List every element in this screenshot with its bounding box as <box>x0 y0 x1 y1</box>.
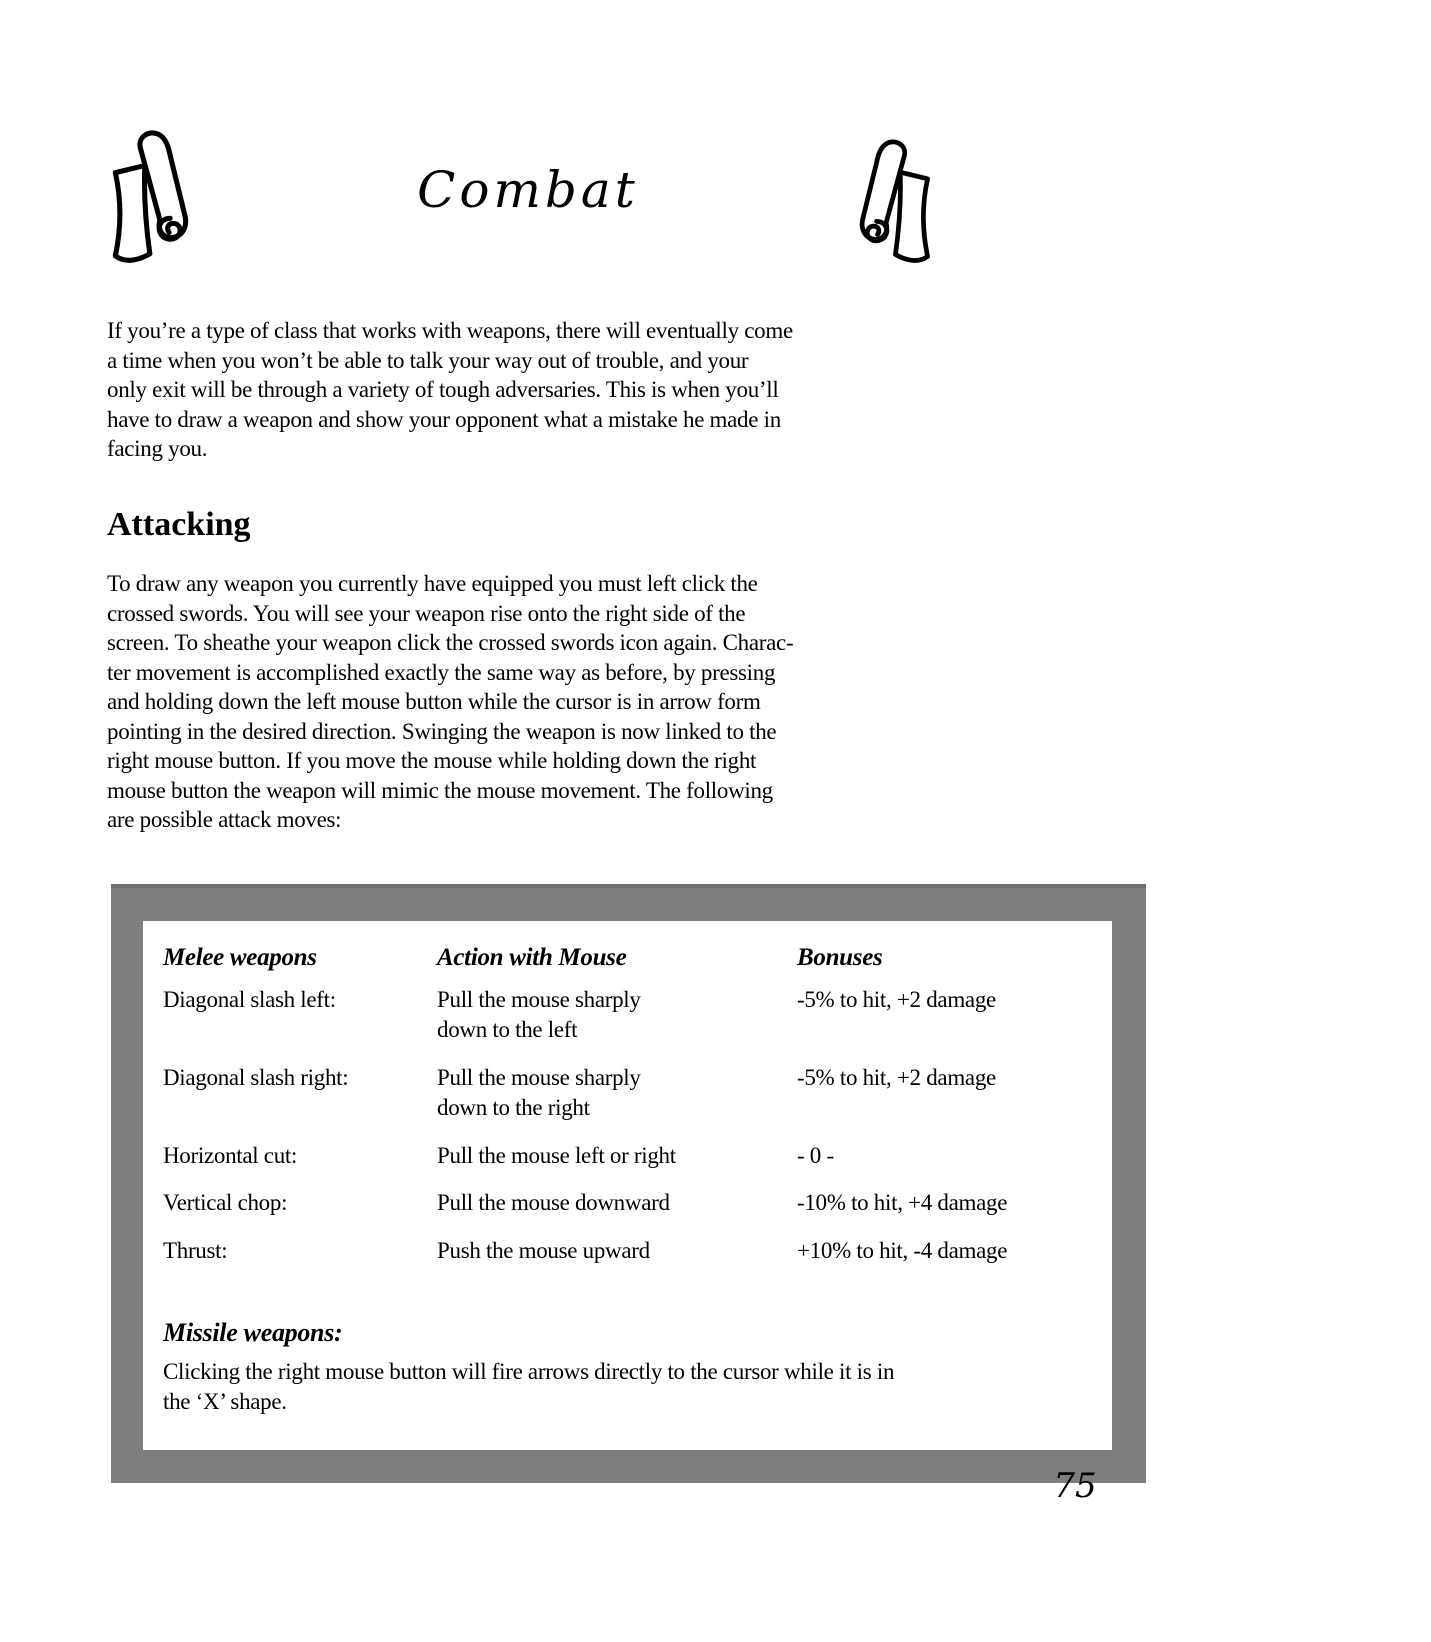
header-bonuses: Bonuses <box>797 944 883 971</box>
bonus-value: -5% to hit, +2 damage <box>797 987 996 1012</box>
table-row <box>163 985 1112 1045</box>
mouse-action <box>437 1188 797 1218</box>
text-line: Pull the mouse downward <box>437 1190 670 1215</box>
mouse-action <box>437 1141 797 1171</box>
text-line: Pull the mouse left or right <box>437 1143 676 1168</box>
combat-table-frame <box>111 884 1146 1483</box>
table-header-row <box>163 943 1112 973</box>
text-line: mouse button the weapon will mimic the mouse movement. The following <box>107 777 773 803</box>
table-row <box>163 1236 1112 1266</box>
text-line: facing you. <box>107 436 208 461</box>
melee-table-rows <box>163 985 1112 1266</box>
weapon-name: Vertical chop: <box>163 1190 288 1215</box>
header-melee-weapons: Melee weapons <box>163 944 317 971</box>
attacking-heading: Attacking <box>107 506 251 543</box>
bonus-value: - 0 - <box>797 1143 834 1168</box>
weapon-name: Diagonal slash left: <box>163 987 336 1012</box>
text-line: right mouse button. If you move the mouse while holding down the right <box>107 748 757 773</box>
text-line: down to the right <box>437 1095 590 1120</box>
missile-weapons-paragraph <box>163 1357 1112 1416</box>
text-line: and holding down the left mouse button while the cursor is in arrow form <box>107 689 761 714</box>
text-line: If you’re a type of class that works with weapons, there will eventually come <box>107 318 793 343</box>
text-line: the ‘X’ shape. <box>163 1388 287 1414</box>
table-row <box>163 1063 1112 1123</box>
page-number: 75 <box>1053 1466 1097 1506</box>
combat-table <box>143 921 1112 1450</box>
text-line: Pull the mouse sharply <box>437 987 641 1012</box>
table-row <box>163 1188 1112 1218</box>
text-line: To draw any weapon you currently have equipped you must left click the <box>107 571 758 596</box>
text-line: down to the left <box>437 1017 578 1042</box>
scroll-icon <box>834 138 938 266</box>
weapon-name: Diagonal slash right: <box>163 1065 349 1090</box>
text-line: Pull the mouse sharply <box>437 1065 641 1090</box>
text-line: Clicking the right mouse button will fire arrows directly to the cursor while it is in <box>163 1359 895 1384</box>
text-line: pointing in the desired direction. Swinging the weapon is now linked to the <box>107 718 777 744</box>
intro-paragraph <box>107 316 793 464</box>
text-line: only exit will be through a variety of tough adversaries. This is when you’ll <box>107 377 779 402</box>
bonus-value: +10% to hit, -4 damage <box>797 1238 1008 1263</box>
attacking-paragraph <box>107 569 793 835</box>
text-line: Push the mouse upward <box>437 1238 650 1263</box>
text-line: screen. To sheathe your weapon click the crossed swords icon again. Charac- <box>107 630 794 655</box>
scroll-icon <box>104 129 216 266</box>
mouse-action <box>437 985 797 1045</box>
text-line: crossed swords. You will see your weapon rise onto the right side of the <box>107 600 746 626</box>
mouse-action <box>437 1063 797 1123</box>
table-row <box>163 1141 1112 1171</box>
weapon-name: Thrust: <box>163 1238 228 1263</box>
weapon-name: Horizontal cut: <box>163 1143 298 1168</box>
bonus-value: -10% to hit, +4 damage <box>797 1190 1008 1215</box>
header-action-with-mouse: Action with Mouse <box>437 944 627 971</box>
missile-weapons-heading: Missile weapons: <box>163 1318 343 1347</box>
text-line: a time when you won’t be able to talk your way out of trouble, and your <box>107 347 749 373</box>
mouse-action <box>437 1236 797 1266</box>
text-line: ter movement is accomplished exactly the same way as before, by pressing <box>107 659 776 685</box>
text-line: are possible attack moves: <box>107 807 342 832</box>
text-line: have to draw a weapon and show your opponent what a mistake he made in <box>107 406 781 432</box>
bonus-value: -5% to hit, +2 damage <box>797 1065 996 1090</box>
page-title: Combat <box>417 161 639 219</box>
